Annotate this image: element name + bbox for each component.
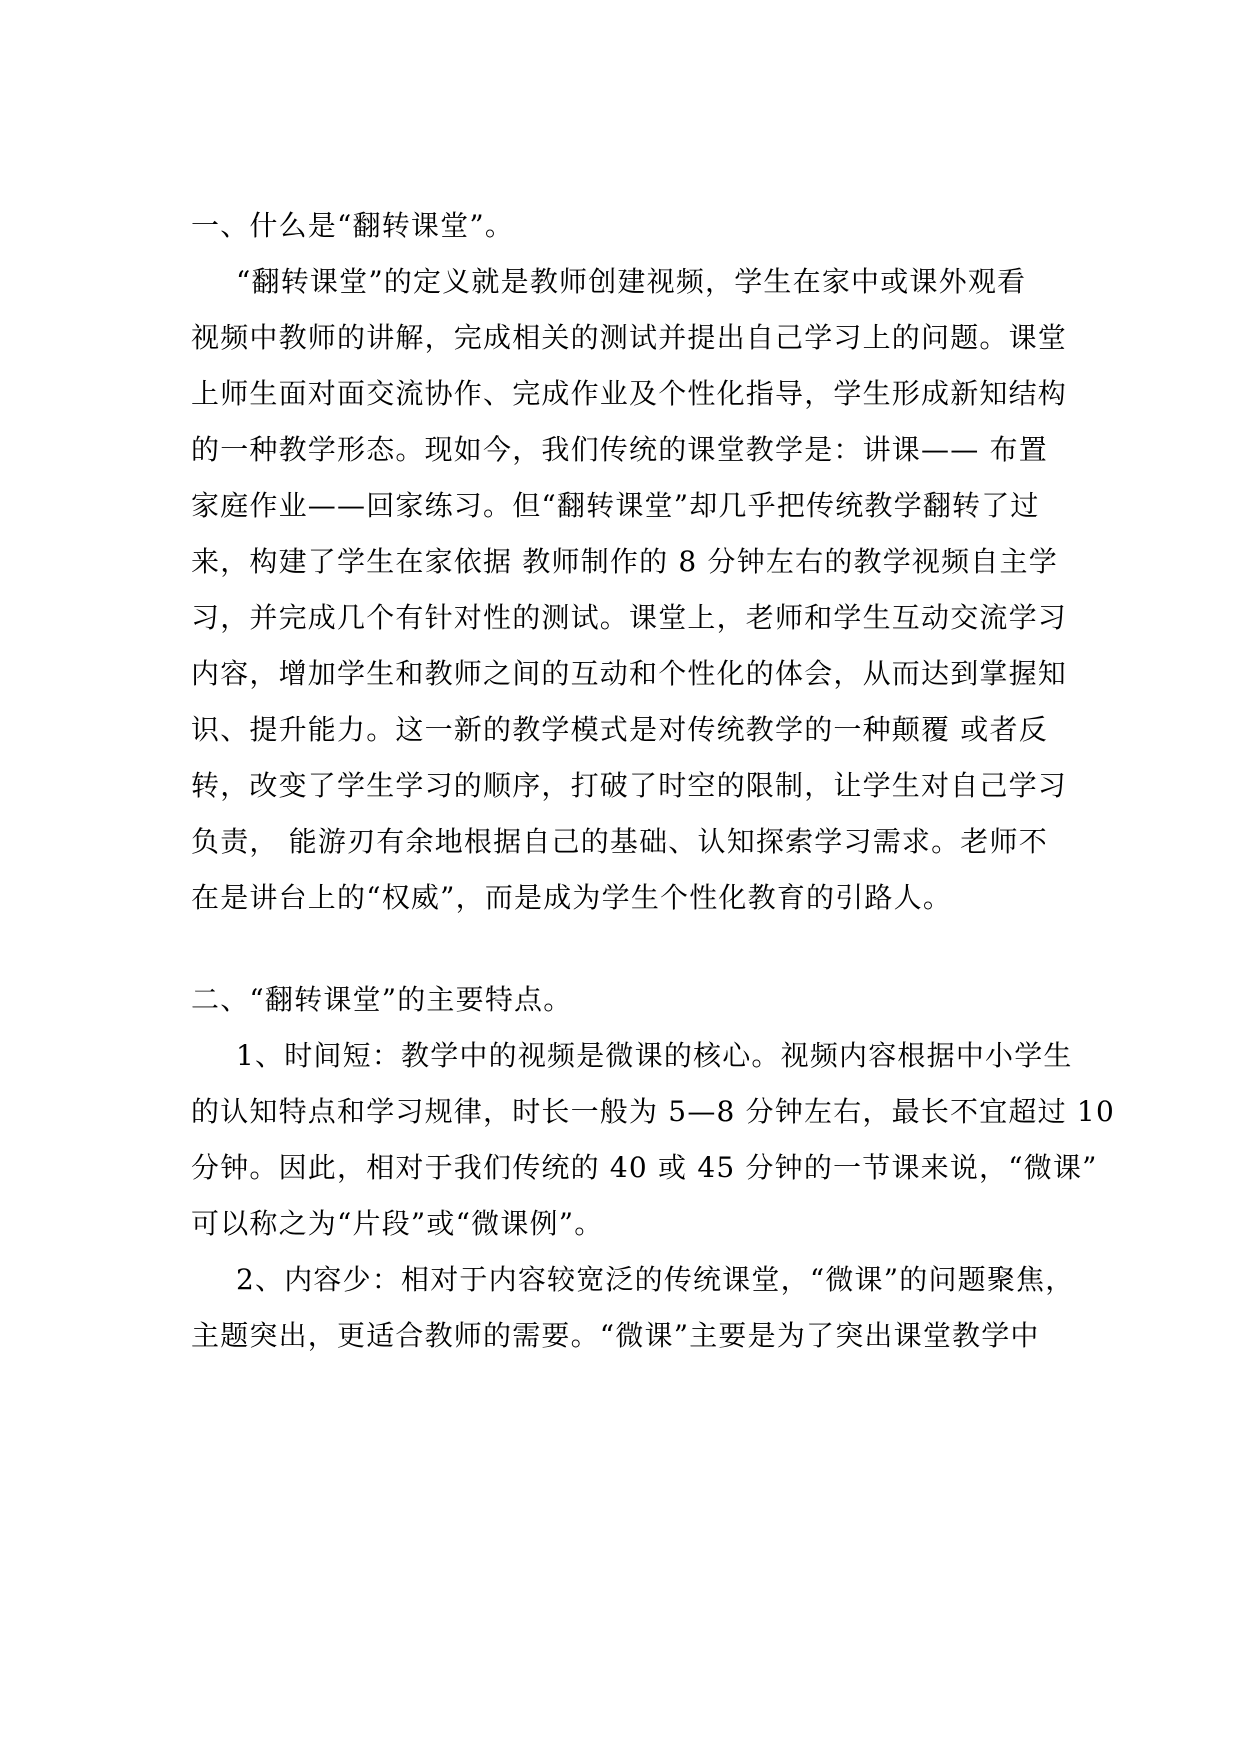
paragraph-line: 的一种教学形态。现如今，我们传统的课堂教学是：讲课—— 布置 (191, 433, 1048, 466)
section-1-heading: 一、什么是“翻转课堂”。 (191, 209, 515, 242)
point-1-line: 的认知特点和学习规律，时长一般为 5—8 分钟左右，最长不宜超过 10 (191, 1095, 1115, 1128)
point-1-line: 可以称之为“片段”或“微课例”。 (191, 1207, 604, 1240)
paragraph-line: 视频中教师的讲解，完成相关的测试并提出自己学习上的问题。课堂 (191, 321, 1068, 354)
paragraph-line: 来，构建了学生在家依据 教师制作的 8 分钟左右的教学视频自主学 (191, 545, 1058, 578)
paragraph-line: 上师生面对面交流协作、完成作业及个性化指导，学生形成新知结构 (191, 377, 1068, 410)
paragraph-line: 内容，增加学生和教师之间的互动和个性化的体会，从而达到掌握知 (191, 657, 1068, 690)
paragraph-line: “翻转课堂”的定义就是教师创建视频，学生在家中或课外观看 (236, 265, 1027, 298)
point-2-line: 2、内容少：相对于内容较宽泛的传统课堂，“微课”的问题聚焦， (236, 1263, 1075, 1296)
point-1-line: 分钟。因此，相对于我们传统的 40 或 45 分钟的一节课来说，“微课” (191, 1151, 1098, 1184)
paragraph-line: 家庭作业——回家练习。但“翻转课堂”却几乎把传统教学翻转了过 (191, 489, 1040, 522)
paragraph-line: 负责， 能游刃有余地根据自己的基础、认知探索学习需求。老师不 (191, 825, 1048, 858)
paragraph-line: 在是讲台上的“权威”，而是成为学生个性化教育的引路人。 (191, 881, 953, 914)
point-1-line: 1、时间短：教学中的视频是微课的核心。视频内容根据中小学生 (236, 1039, 1073, 1072)
point-2-line: 主题突出，更适合教师的需要。“微课”主要是为了突出课堂教学中 (191, 1319, 1040, 1352)
paragraph-line: 转，改变了学生学习的顺序，打破了时空的限制，让学生对自己学习 (191, 769, 1068, 802)
section-2-heading: 二、“翻转课堂”的主要特点。 (191, 983, 573, 1016)
paragraph-line: 习，并完成几个有针对性的测试。课堂上，老师和学生互动交流学习 (191, 601, 1068, 634)
paragraph-line: 识、提升能力。这一新的教学模式是对传统教学的一种颠覆 或者反 (191, 713, 1048, 746)
